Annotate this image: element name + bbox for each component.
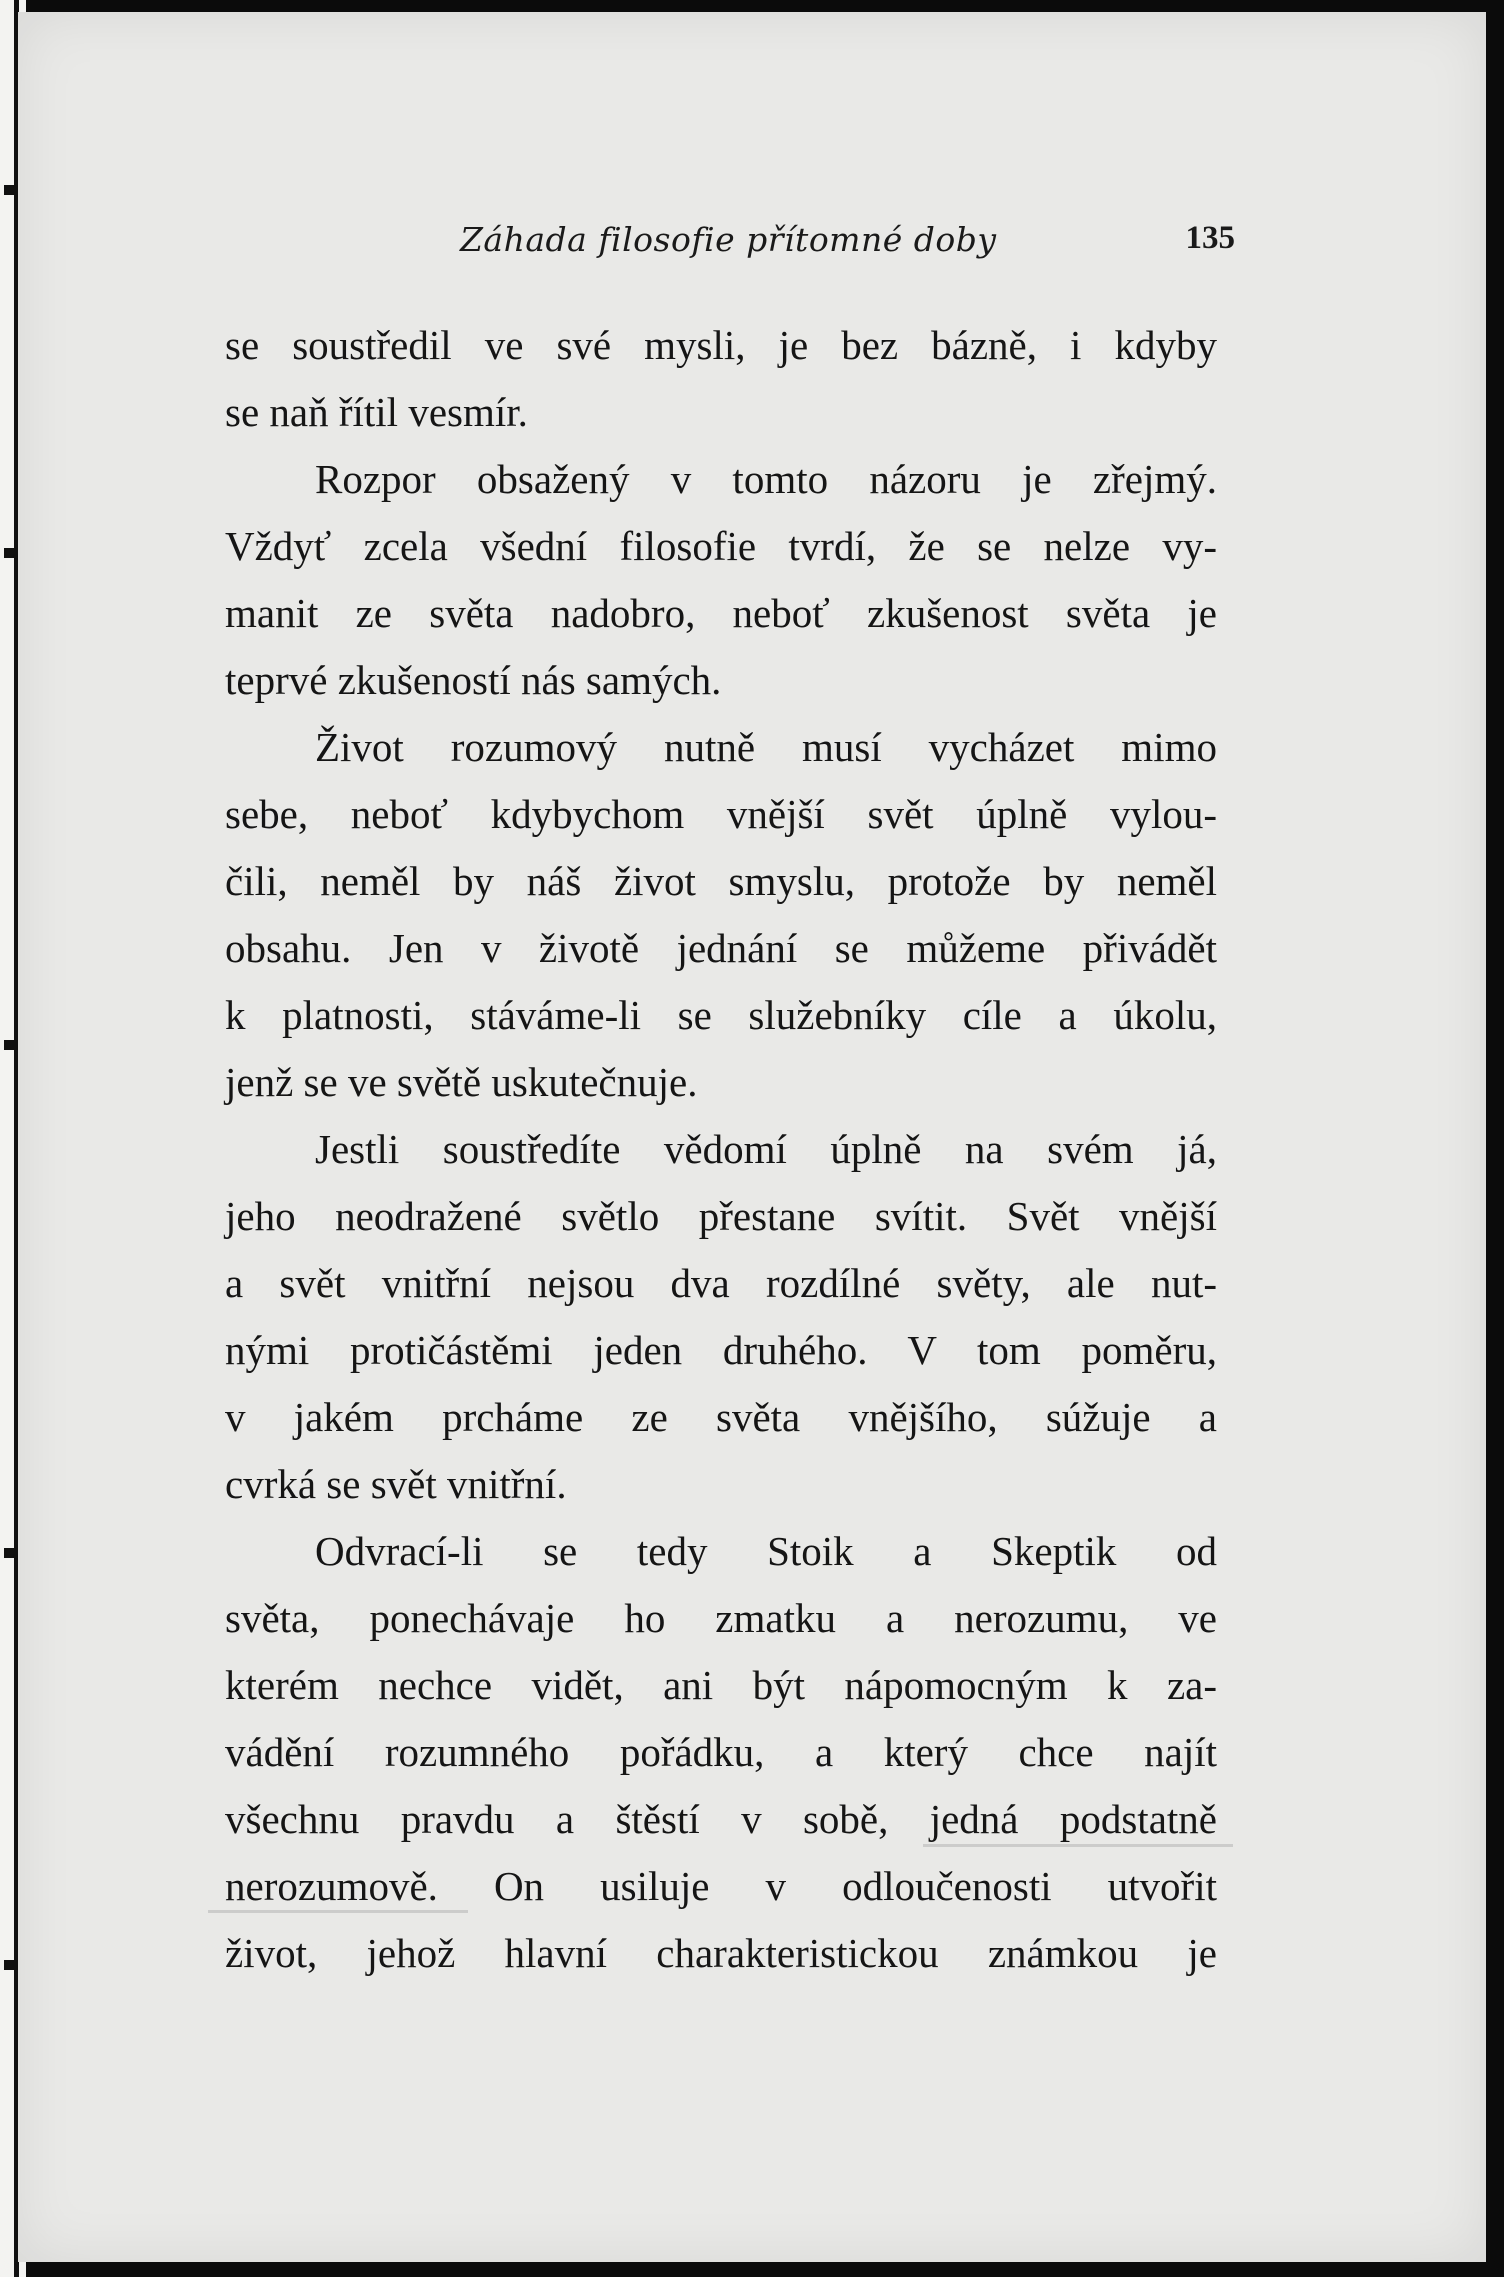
text-line: sebe, neboť kdybychom vnější svět úplně vylou- [225, 791, 1217, 837]
text-line: čili, neměl by náš život smyslu, protože by neměl [225, 858, 1217, 904]
text-line: nými protičástěmi jeden druhého. V tom poměru, [225, 1327, 1217, 1373]
page-number: 135 [1185, 220, 1235, 256]
text-line: se naň řítil vesmír. [225, 389, 528, 435]
text-line: manit ze světa nadobro, neboť zkušenost světa je [225, 590, 1217, 636]
text-line: jeho neodražené světlo přestane svítit. Svět vnější [225, 1193, 1217, 1239]
text-line: Rozpor obsažený v tomto názoru je zřejmý. [315, 456, 1217, 502]
text-line: vádění rozumného pořádku, a který chce najít [225, 1729, 1217, 1775]
text-line: život, jehož hlavní charakteristickou známkou je [225, 1930, 1217, 1976]
text-line: k platnosti, stáváme-li se služebníky cíle a úkolu, [225, 992, 1217, 1038]
text-line: se soustředil ve své mysli, je bez bázně, i kdyby [225, 322, 1217, 368]
text-line: světa, ponechávaje ho zmatku a nerozumu, ve [225, 1595, 1217, 1641]
running-title: Záhada filosofie přítomné doby [460, 220, 997, 259]
text-line: Jestli soustředíte vědomí úplně na svém já, [315, 1126, 1217, 1172]
text-line: všechnu pravdu a štěstí v sobě, jedná podstatně [225, 1796, 1217, 1842]
text-line: a svět vnitřní nejsou dva rozdílné světy, ale nut- [225, 1260, 1217, 1306]
body-text [225, 312, 1217, 1987]
text-line: teprvé zkušeností nás samých. [225, 657, 722, 703]
text-line: kterém nechce vidět, ani být nápomocným k za- [225, 1662, 1217, 1708]
running-header [460, 220, 1235, 272]
text-line: cvrká se svět vnitřní. [225, 1461, 567, 1507]
text-line: nerozumově. On usiluje v odloučenosti utvořit [225, 1863, 1217, 1909]
text-line: Odvrací-li se tedy Stoik a Skeptik od [315, 1528, 1217, 1574]
text-line: Život rozumový nutně musí vycházet mimo [315, 724, 1217, 770]
text-line: obsahu. Jen v životě jednání se můžeme přivádět [225, 925, 1217, 971]
text-line: Vždyť zcela všední filosofie tvrdí, že se nelze vy- [225, 523, 1217, 569]
text-line: jenž se ve světě uskutečnuje. [225, 1059, 698, 1105]
text-line: v jakém prcháme ze světa vnějšího, súžuje a [225, 1394, 1217, 1440]
